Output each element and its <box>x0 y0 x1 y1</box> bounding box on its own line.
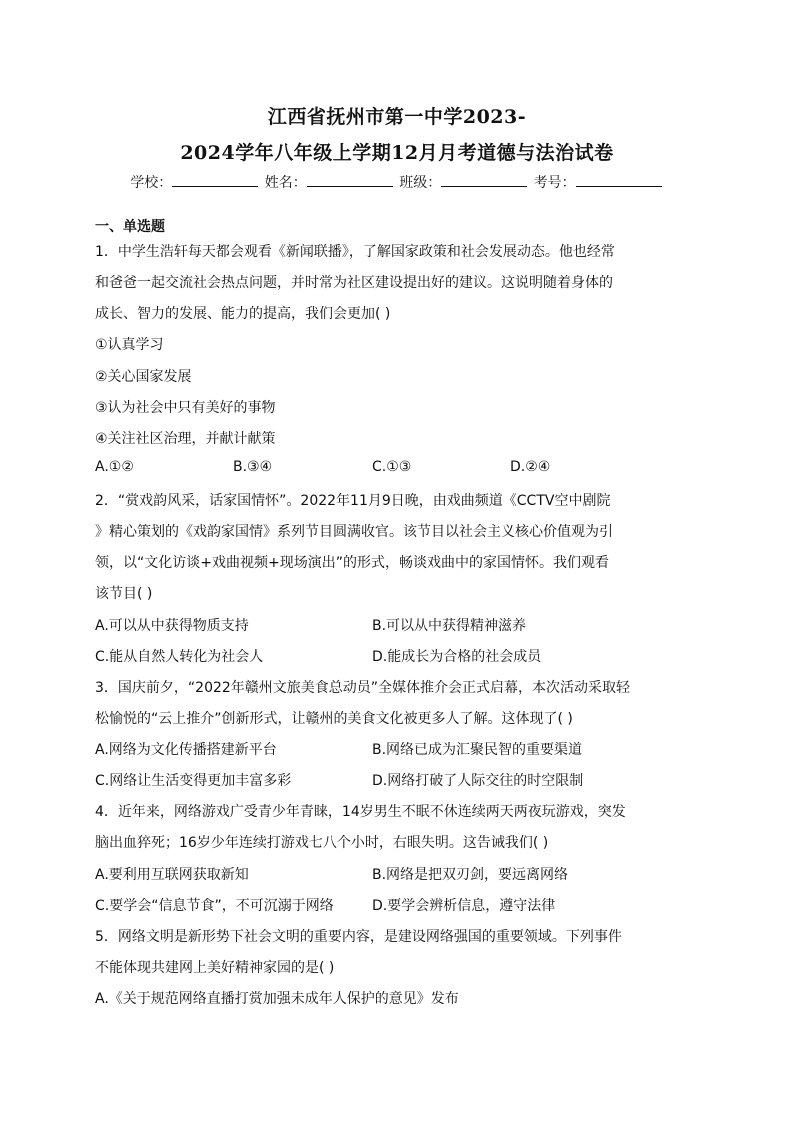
q1-item: ③认为社会中只有美好的事物 <box>95 400 276 416</box>
q1-item: ①认真学习 <box>95 337 164 353</box>
section-title: 一、单选题 <box>95 219 165 235</box>
class-label: 班级： <box>399 175 442 191</box>
q3-option-a[interactable]: A.网络为文化传播搭建新平台 <box>95 742 277 758</box>
q1-stem-line: 成长、智力的发展、能力的提高，我们会更加( ) <box>95 306 391 322</box>
q1-option-b[interactable]: B.③④ <box>233 459 273 475</box>
q4-option-a[interactable]: A.要利用互联网获取新知 <box>95 867 249 883</box>
school-label: 学校： <box>130 175 173 191</box>
exam-title-line1: 江西省抚州市第一中学2023- <box>267 106 527 128</box>
q4-option-c[interactable]: C.要学会“信息节食”，不可沉溺于网络 <box>95 898 334 914</box>
q4-option-d[interactable]: D.要学会辨析信息，遵守法律 <box>372 898 556 914</box>
exam-number-blank[interactable] <box>576 172 662 187</box>
class-blank[interactable] <box>441 172 527 187</box>
q1-option-a[interactable]: A.①② <box>95 459 134 475</box>
q5-stem-line: 不能体现共建网上美好精神家园的是( ) <box>95 960 335 976</box>
q2-option-b[interactable]: B.可以从中获得精神滋养 <box>372 618 527 634</box>
q3-stem-line: 3．国庆前夕，“2022年赣州文旅美食总动员”全媒体推介会正式启幕，本次活动采取轻 <box>95 680 631 696</box>
q3-stem-line: 松愉悦的“云上推介”创新形式，让赣州的美食文化被更多人了解。这体现了( ) <box>95 711 573 727</box>
school-blank[interactable] <box>172 172 258 187</box>
q3-option-d[interactable]: D.网络打破了人际交往的时空限制 <box>372 773 584 789</box>
q1-stem-line: 和爸爸一起交流社会热点问题，并时常为社区建设提出好的建议。这说明随着身体的 <box>95 275 613 291</box>
q4-stem-line: 4．近年来，网络游戏广受青少年青睐，14岁男生不眠不休连续两天两夜玩游戏，突发 <box>95 804 626 820</box>
q4-stem-line: 脑出血猝死；16岁少年连续打游戏七八个小时，右眼失明。这告诫我们( ) <box>95 835 549 851</box>
exam-title-line2: 2024学年八年级上学期12月月考道德与法治试卷 <box>180 142 614 164</box>
name-label: 姓名： <box>264 175 307 191</box>
q5-option-a[interactable]: A.《关于规范网络直播打赏加强未成年人保护的意见》发布 <box>95 991 459 1007</box>
q2-stem-line: 领，以“文化访谈+戏曲视频+现场演出”的形式，畅谈戏曲中的家国情怀。我们观看 <box>95 555 609 571</box>
q1-item: ②关心国家发展 <box>95 369 192 385</box>
exam-number-label: 考号： <box>533 175 576 191</box>
q2-option-c[interactable]: C.能从自然人转化为社会人 <box>95 649 264 665</box>
q3-option-b[interactable]: B.网络已成为汇聚民智的重要渠道 <box>372 742 583 758</box>
q1-option-c[interactable]: C.①③ <box>372 459 412 475</box>
q2-stem-line: 2．“赏戏韵风采，话家国情怀”。2022年11月9日晚，由戏曲频道《CCTV空中剧院 <box>95 493 611 509</box>
q5-stem-line: 5．网络文明是新形势下社会文明的重要内容，是建设网络强国的重要领域。下列事件 <box>95 929 622 945</box>
q2-stem-line: 》精心策划的《戏韵家国情》系列节目圆满收官。该节目以社会主义核心价值观为引 <box>95 524 613 540</box>
q1-item: ④关注社区治理，并献计献策 <box>95 431 276 447</box>
name-blank[interactable] <box>307 172 393 187</box>
q4-option-b[interactable]: B.网络是把双刃剑，要远离网络 <box>372 867 569 883</box>
student-info-row <box>0 172 794 192</box>
q2-option-d[interactable]: D.能成长为合格的社会成员 <box>372 649 542 665</box>
q1-option-d[interactable]: D.②④ <box>510 459 551 475</box>
q1-stem-line: 1．中学生浩轩每天都会观看《新闻联播》，了解国家政策和社会发展动态。他也经常 <box>95 244 615 260</box>
q3-option-c[interactable]: C.网络让生活变得更加丰富多彩 <box>95 773 292 789</box>
q2-stem-line: 该节目( ) <box>95 586 153 602</box>
q2-option-a[interactable]: A.可以从中获得物质支持 <box>95 618 249 634</box>
